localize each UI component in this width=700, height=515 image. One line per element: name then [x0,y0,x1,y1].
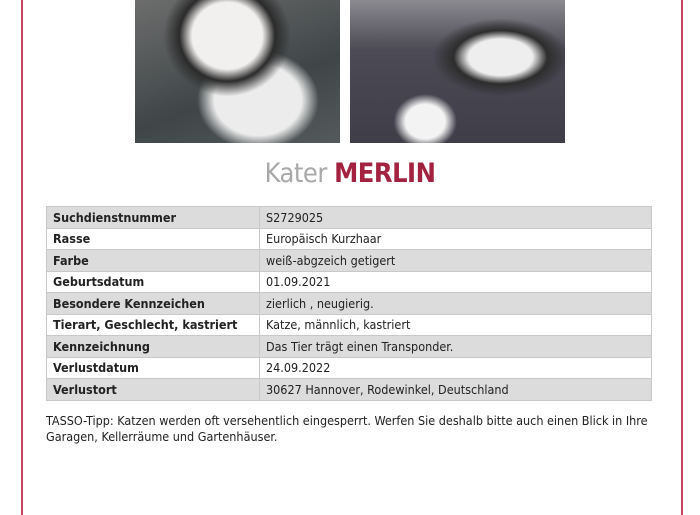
row-label: Rasse [47,228,260,250]
row-label: Besondere Kennzeichen [47,293,260,315]
row-label: Suchdienstnummer [47,207,260,229]
table-row [47,357,652,379]
row-value: S2729025 [260,207,652,229]
tasso-tip: TASSO-Tipp: Katzen werden oft versehentlich eingesperrt. Werfen Sie deshalb bitte auch einen Blick in Ihre Garagen, Kellerräume und Gartenhäuser. [46,413,648,444]
table-row [47,379,652,401]
row-value: Europäisch Kurzhaar [260,228,652,250]
cat-photo-2 [350,0,565,143]
row-value: 01.09.2021 [260,271,652,293]
row-label: Geburtsdatum [47,271,260,293]
row-value: zierlich , neugierig. [260,293,652,315]
title-prefix: Kater [264,158,327,189]
info-table [46,206,652,401]
table-row [47,271,652,293]
row-value: Katze, männlich, kastriert [260,314,652,336]
table-row [47,250,652,272]
cat-name: MERLIN [334,158,436,189]
row-label: Tierart, Geschlecht, kastriert [47,314,260,336]
row-value: 30627 Hannover, Rodewinkel, Deutschland [260,379,652,401]
table-row [47,293,652,315]
row-value: 24.09.2022 [260,357,652,379]
row-value: Das Tier trägt einen Transponder. [260,336,652,358]
page-title [0,158,700,189]
row-label: Farbe [47,250,260,272]
row-label: Kennzeichnung [47,336,260,358]
table-row [47,314,652,336]
row-label: Verlustort [47,379,260,401]
cat-photo-1 [135,0,340,143]
table-row [47,207,652,229]
row-value: weiß-abgzeich getigert [260,250,652,272]
table-row [47,336,652,358]
table-row [47,228,652,250]
row-label: Verlustdatum [47,357,260,379]
